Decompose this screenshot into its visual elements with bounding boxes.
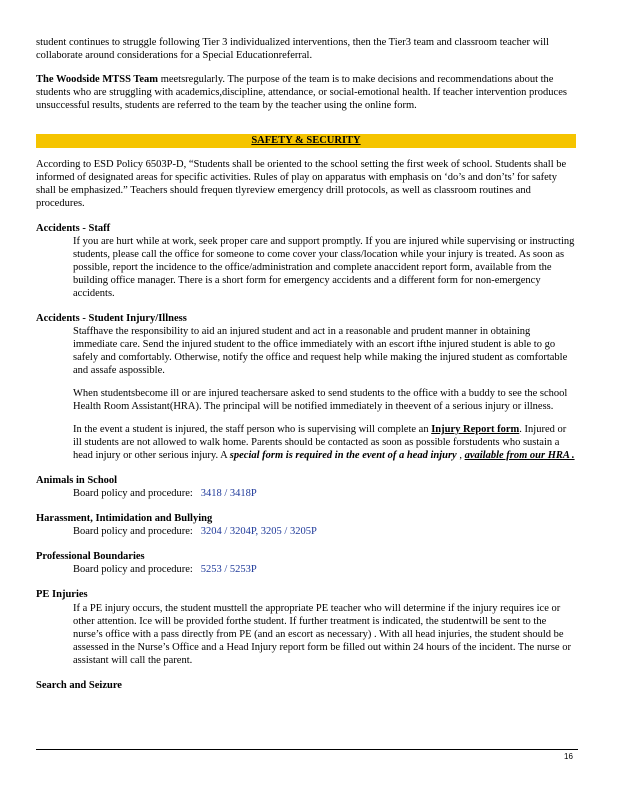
accidents-student-heading: Accidents - Student Injury/Illness [36, 313, 187, 325]
boundaries-label: Board policy and procedure: [73, 564, 193, 576]
search-heading: Search and Seizure [36, 679, 122, 691]
hra-availability: available from our HRA . [464, 450, 575, 462]
accidents-staff-section [36, 222, 576, 300]
boundaries-body [36, 563, 576, 576]
accidents-staff-body [36, 235, 576, 300]
page-number: 16 [564, 752, 573, 761]
accidents-staff-heading: Accidents - Staff [36, 223, 111, 235]
pe-injuries-heading: PE Injuries [36, 589, 88, 601]
animals-label: Board policy and procedure: [73, 488, 193, 500]
p3-text-a: In the event a student is injured, the staff person who is supervising will complete an [73, 424, 432, 436]
accidents-student-body [36, 325, 576, 462]
accidents-student-section [36, 312, 576, 462]
section-title: SAFETY & SECURITY [251, 135, 361, 147]
boundaries-heading: Professional Boundaries [36, 551, 145, 563]
document-page [36, 36, 576, 692]
accidents-student-p3 [73, 423, 576, 462]
animals-body [36, 487, 576, 500]
head-injury-note: special form is required in the event of a head injury [229, 450, 457, 462]
accidents-student-p2: When studentsbecome ill or are injured teachersare asked to send students to the office with a buddy to see the school Health Room Assistant(HRA). The principal will be notified immediately in theevent of a serious injury or illness. [73, 388, 568, 413]
p3-text-b: . Injured or ill students are not allowed to walk home. Parents should be contacted as soon as possible forstudents who sustain a head injury or other serious injury. A [73, 424, 567, 462]
injury-report-link[interactable]: Injury Report form [431, 424, 520, 436]
accidents-staff-text: If you are hurt while at work, seek proper care and support promptly. If you are injured while supervising or instructing students, please call the office for someone to come cover your class/location while your injury is treated. As soon as possible, report the incidence to the office/administration and complete anaccident report form, available from the building office manager. There is a short form for emergency accidents and a different form for non-emergency accidents. [73, 236, 575, 300]
harassment-body [36, 525, 576, 538]
harassment-heading: Harassment, Intimidation and Bullying [36, 513, 213, 525]
intro-continuation: student continues to struggle following Tier 3 individualized interventions, then the Tier3 team and classroom teacher will collaborate around considerations for a Special Educationreferral. [36, 37, 549, 62]
safety-intro: According to ESD Policy 6503P-D, “Students shall be oriented to the school setting the first week of school. Students shall be informed of designated areas for specific activities. Rules of play on apparatus with emphasis on ‘do’s and don’ts’ for safety shall be emphasized.” Teachers should frequen tlyreview emergency drill protocols, as well as classroom routines and procedures. [36, 159, 567, 210]
animals-heading: Animals in School [36, 475, 118, 487]
footer-rule [36, 749, 578, 750]
harassment-label: Board policy and procedure: [73, 526, 193, 538]
section-banner [36, 134, 576, 148]
animals-section [36, 474, 576, 500]
accidents-student-p1: Staffhave the responsibility to aid an injured student and act in a reasonable and prudent manner in obtaining immediate care. Send the injured student to the office immediately with an escort ifthe injured student is able to go safely and comfortably. Otherwise, notify the office and request help while making the injured student as comfortable and assafe aspossible. [73, 326, 568, 377]
mtss-text: meetsregularly. The purpose of the team is to make decisions and recommendations about the students who are struggling with academics,discipline, attendance, or social-emotional health. If teacher intervention produces unsuccessful results, students are referred to the team by the teacher using the online form. [36, 74, 567, 112]
harassment-policy-link[interactable]: 3204 / 3204P, 3205 / 3205P [200, 526, 317, 538]
boundaries-policy-link[interactable]: 5253 / 5253P [200, 564, 257, 576]
animals-policy-link[interactable]: 3418 / 3418P [200, 488, 257, 500]
mtss-paragraph [36, 73, 576, 112]
harassment-section [36, 512, 576, 538]
pe-injuries-text: If a PE injury occurs, the student musttell the appropriate PE teacher who will determine if the injury requires ice or other attention. Ice will be provided forthe student. If further treatment is indicated, the studentwill be sent to the nurse’s office with a pass directly from PE (and an escort as necessary) . With all head injuries, the student should be assessed in the Nurse’s Office and a Head Injury report form be filled out within 24 hours of the incident. The nurse or assistant will call the parent. [73, 602, 571, 666]
pe-injuries-section [36, 588, 576, 666]
p3-text-c: , [456, 450, 465, 462]
boundaries-section [36, 550, 576, 576]
search-section [36, 679, 576, 692]
pe-injuries-body [36, 602, 576, 667]
mtss-lead: The Woodside MTSS Team [36, 74, 159, 86]
